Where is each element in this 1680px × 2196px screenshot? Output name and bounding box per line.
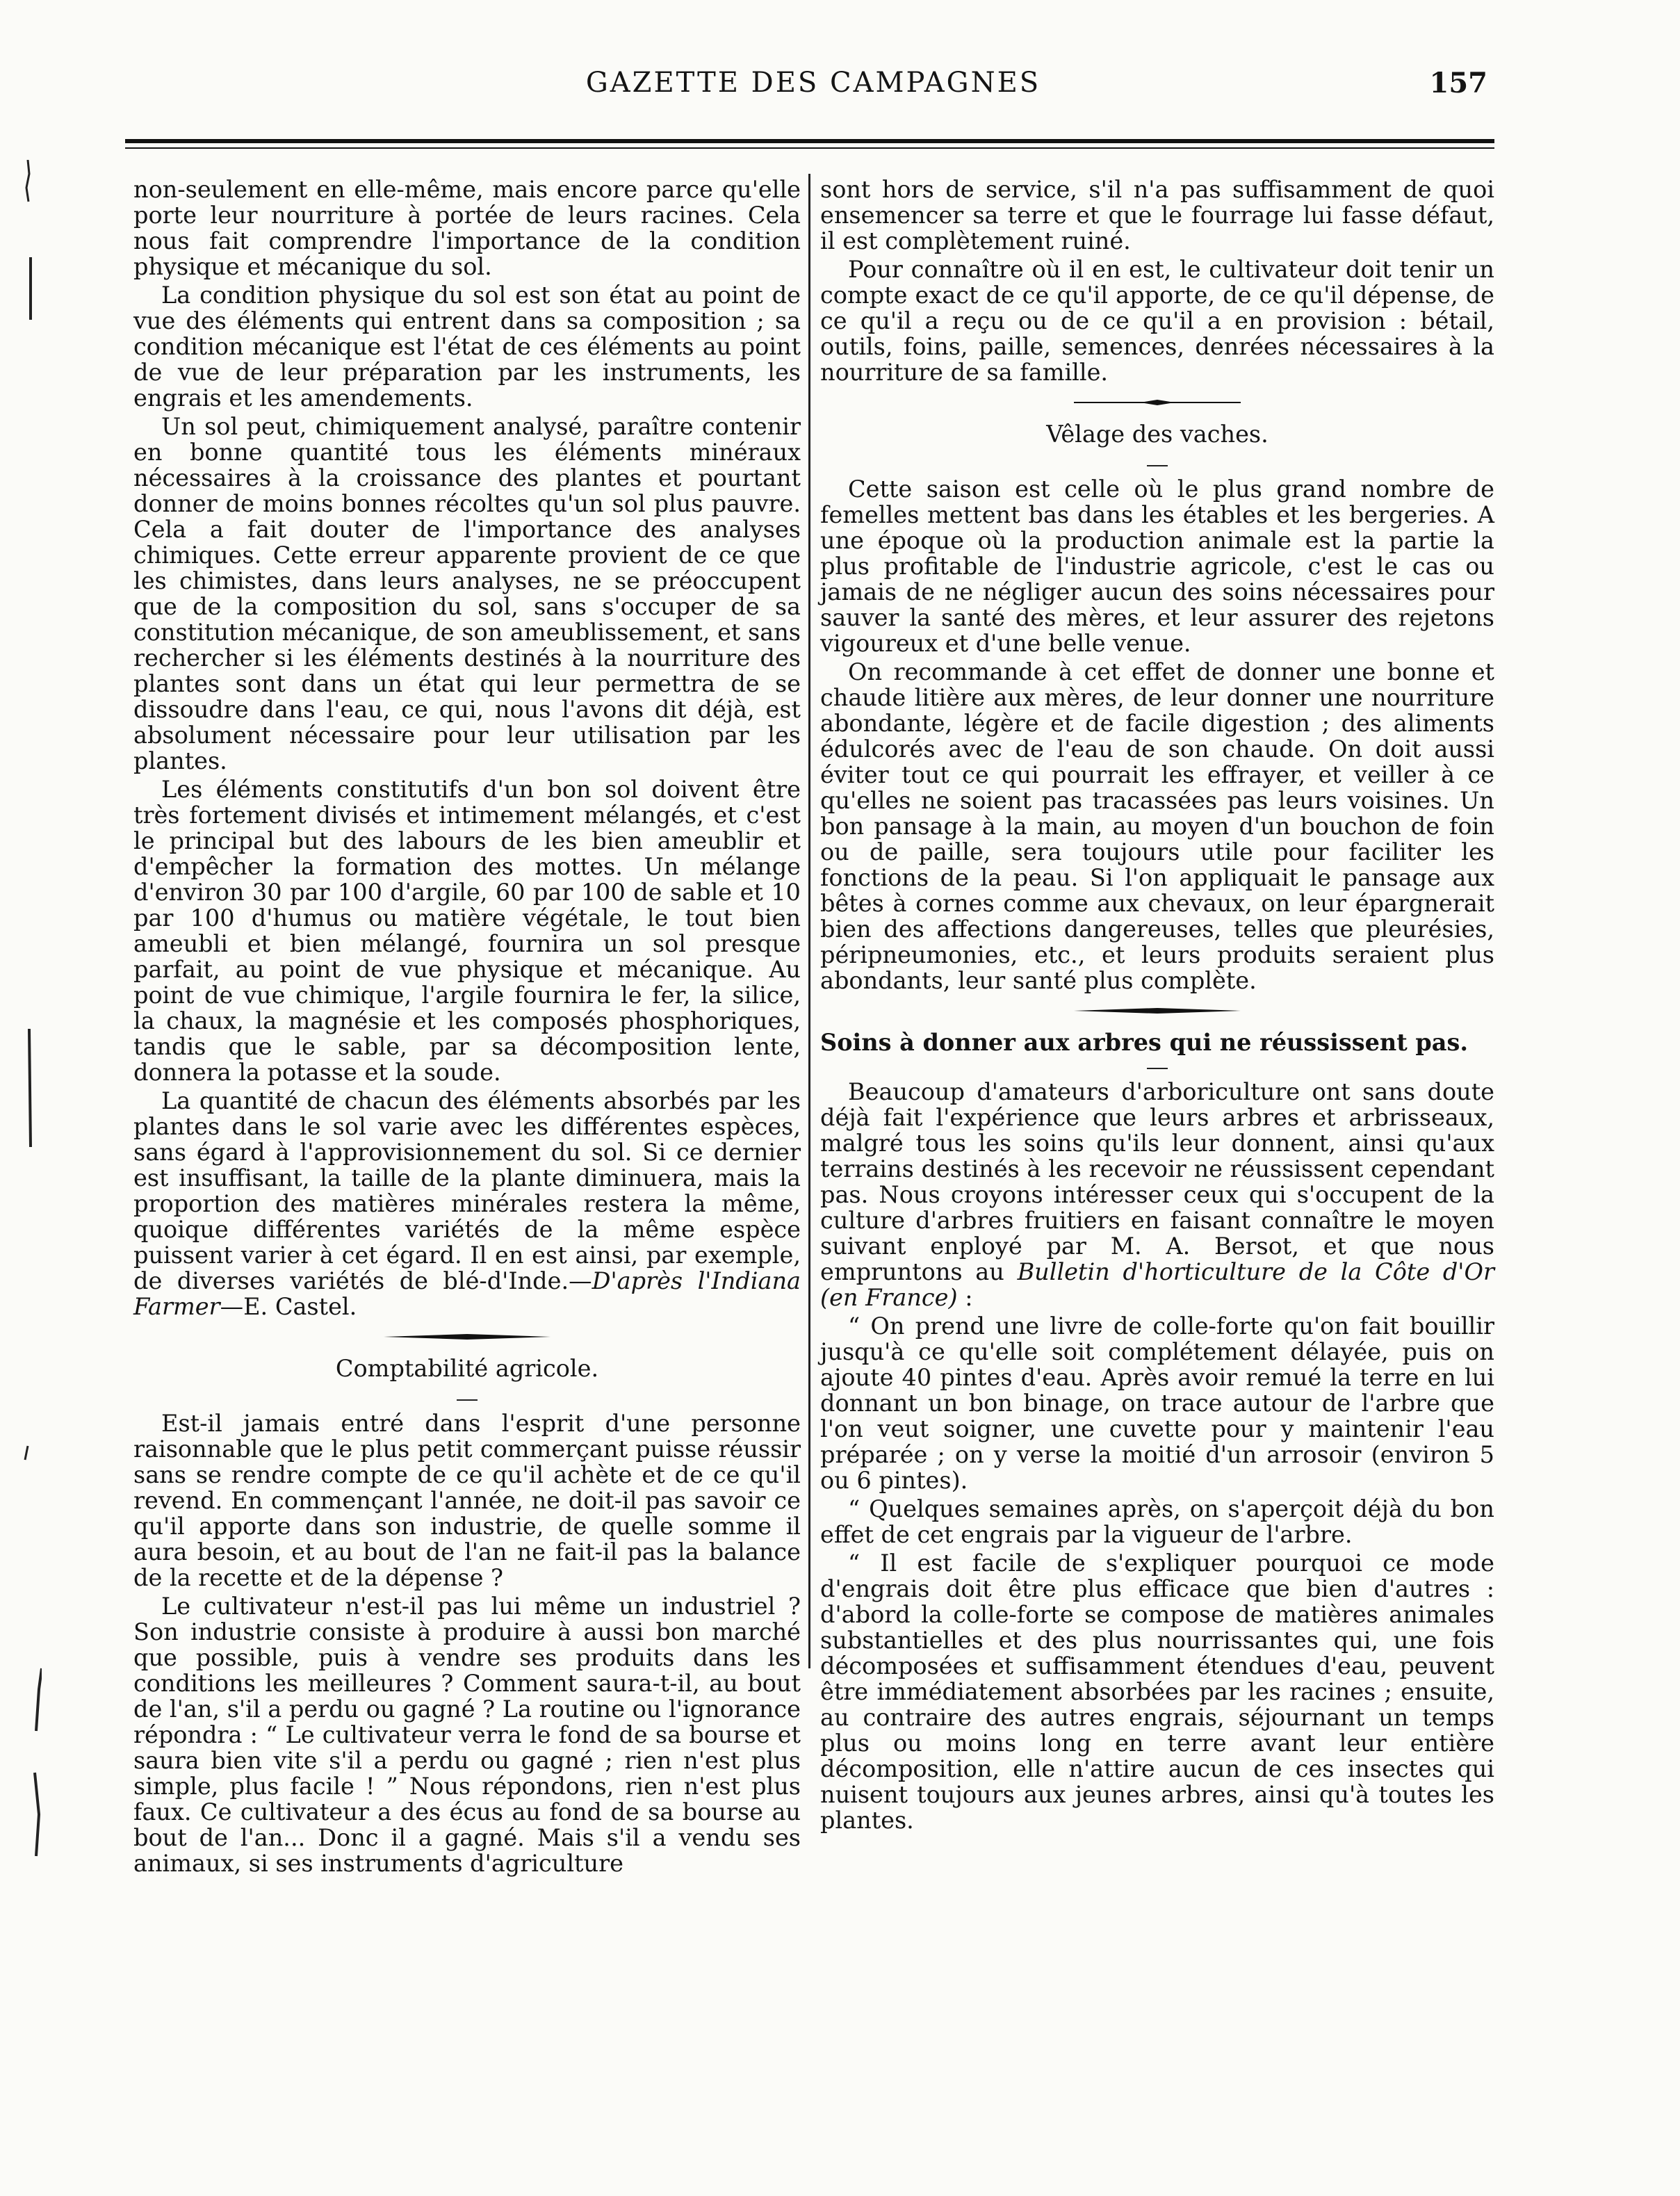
column-divider xyxy=(808,174,810,1668)
right-paragraph-2: Pour connaître où il en est, le cultivateur doit tenir un compte exact de ce qu'il apporte, de ce qu'il dépense, de ce qu'il a reçu ou de ce qu'il a en provision : bétail, outils, foins, paille, semences, denrées nécessaires à la nourriture de sa famille. xyxy=(820,256,1494,386)
right-paragraph-6: “ On prend une livre de colle-forte qu'on fait bouillir jusqu'à ce qu'elle soit complétement délayée, puis on ajoute 40 pintes d'eau. Après avoir remué la terre en lui donnant un bon binage, on trace autour de l'arbre que l'on veut soigner, une cuvette pour y maintenir l'eau préparée ; on y verse la moitié d'un arrosoir (environ 5 ou 6 pintes). xyxy=(820,1312,1494,1494)
heading-dash xyxy=(1147,465,1168,466)
right-paragraph-4: On recommande à cet effet de donner une bonne et chaude litière aux mères, de leur donner une nourriture abondante, légère et de facile digestion ; des aliments édulcorés avec de l'eau de son chaude. On doit aussi éviter tout ce qui pourrait les effrayer, et veiller à ce qu'elles ne soient pas tracassées pas leurs voisines. Un bon pansage à la main, au moyen d'un bouchon de foin ou de paille, sera toujours utile pour faciliter les fonctions de la peau. Si l'on appliquait le pansage aux bêtes à cornes comme aux chevaux, on leur épargnerait bien des affections dangereuses, telles que pleurésies, péripneumonies, etc., et leurs produits seraient plus abondants, leur santé plus complète. xyxy=(820,658,1494,994)
left-column xyxy=(133,177,801,1879)
left-paragraph-4: Les éléments constitutifs d'un bon sol doivent être très fortement divisés et intimement mélangés, et c'est le principal but des labours de les bien ameublir et d'empêcher la formation des mottes. Un mélange d'environ 30 par 100 d'argile, 60 par 100 de sable et 10 par 100 d'humus ou matière végétale, le tout bien ameubli et bien mélangé, fournira un sol presque parfait, au point de vue physique et mécanique. Au point de vue chimique, l'argile fournira le fer, la silice, la chaux, la magnésie et les composés phosphoriques, tandis que le sable, par sa décomposition lente, donnera la potasse et la soude. xyxy=(133,776,801,1086)
heading-soins-arbres: Soins à donner aux arbres qui ne réussissent pas. xyxy=(820,1029,1469,1056)
header-rule-thick xyxy=(125,139,1494,143)
left-paragraph-6: Est-il jamais entré dans l'esprit d'une personne raisonnable que le plus petit commerçant puisse réussir sans se rendre compte de ce qu'il achète et de ce qu'il revend. En commençant l'année, ne doit-il pas savoir ce qu'il apporte dans son industrie, de quelle somme il aura besoin, et au bout de l'an ne fait-il pas la balance de la recette et de la dépense ? xyxy=(133,1410,801,1591)
right-paragraph-1: sont hors de service, s'il n'a pas suffisamment de quoi ensemencer sa terre et que le fourrage lui fasse défaut, il est complètement ruiné. xyxy=(820,176,1494,254)
left-paragraph-7: Le cultivateur n'est-il pas lui même un industriel ? Son industrie consiste à produire à aussi bon marché que possible, puis à vendre ses produits dans les conditions les meilleures ? Comment saura-t-il, au bout de l'an, s'il a perdu ou gagné ? La routine ou l'ignorance répondra : “ Le cultivateur verra le fond de sa bourse et saura bien vite s'il a perdu ou gagné ; rien n'est plus simple, plus facile ! ” Nous répondons, rien n'est plus faux. Ce cultivateur a des écus au fond de sa bourse au bout de l'an... Donc il a gagné. Mais s'il a vendu ses animaux, si ses instruments d'agriculture xyxy=(133,1593,801,1877)
right-paragraph-5 xyxy=(820,1079,1494,1310)
right-paragraph-3: Cette saison est celle où le plus grand nombre de femelles mettent bas dans les étables et les bergeries. A une époque où la production animale est la partie la plus profitable de l'industrie agricole, c'est le cas ou jamais de ne négliger aucun des soins nécessaires pour sauver la santé des mères, et leur assurer des rejetons vigoureux et d'une belle venue. xyxy=(820,475,1494,657)
section-separator xyxy=(1074,398,1241,407)
heading-comptabilite: Comptabilité agricole. xyxy=(335,1355,599,1382)
page-header xyxy=(125,67,1501,108)
left-paragraph-3: Un sol peut, chimiquement analysé, paraître contenir en bonne quantité tous les éléments minéraux nécessaires à la croissance des plantes et pourtant donner de moins bonnes récoltes qu'un sol plus pauvre. Cela a fait douter de l'importance des analyses chimiques. Cette erreur apparente provient de ce que les chimistes, dans leurs analyses, ne se préoccupent que de la composition du sol, sans s'occuper de sa constitution mécanique, de son ameublissement, et sans rechercher si les éléments destinés à la nourriture des plantes sont dans un état qui leur permettra de se dissoudre dans l'eau, ce qui, nous l'avons dit déjà, est absolument nécessaire pour leur utilisation par les plantes. xyxy=(133,413,801,774)
source-citation: D'après l'Indiana Farmer xyxy=(133,1267,801,1320)
right-paragraph-5-end: : xyxy=(957,1284,973,1311)
heading-dash xyxy=(1147,1068,1168,1069)
section-separator xyxy=(384,1332,551,1342)
left-paragraph-1: non-seulement en elle-même, mais encore parce qu'elle porte leur nourriture à portée de leurs racines. Cela nous fait comprendre l'importance de la condition physique et mécanique du sol. xyxy=(133,176,801,280)
left-paragraph-2: La condition physique du sol est son état au point de vue des éléments qui entrent dans sa composition ; sa condition mécanique est l'état de ces éléments au point de vue de leur préparation par les instruments, les engrais et les amendements. xyxy=(133,282,801,412)
publication-title: GAZETTE DES CAMPAGNES xyxy=(585,67,1041,99)
header-rule-thin xyxy=(125,147,1494,149)
page-number: 157 xyxy=(1429,67,1487,99)
right-column xyxy=(820,177,1494,1836)
heading-velage: Vêlage des vaches. xyxy=(1046,421,1269,448)
left-paragraph-5-text: La quantité de chacun des éléments absorbés par les plantes dans le sol varie avec les différentes espèces, sans égard à l'approvisionnement du sol. Si ce dernier est insuffisant, la taille de la plante diminuera, mais la proportion des matières minérales restera la même, quoique différentes variétés de la même espèce puissent varier à cet égard. Il en est ainsi, par exemple, de diverses variétés de blé-d'Inde.— xyxy=(133,1087,801,1294)
bulletin-citation: Bulletin d'horticulture de la Côte d'Or (en France) xyxy=(820,1258,1494,1311)
right-paragraph-5-text: Beaucoup d'amateurs d'arboriculture ont sans doute déjà fait l'expérience que leurs arbres et arbrisseaux, malgré tous les soins qu'ils leur donnent, ainsi qu'aux terrains destinés à les recevoir ne réussissent cependant pas. Nous croyons intéresser ceux qui s'occupent de la culture d'arbres fruitiers en faisant connaître le moyen suivant enployé par M. A. Bersot, et que nous empruntons au xyxy=(820,1078,1494,1285)
right-paragraph-8: “ Il est facile de s'expliquer pourquoi ce mode d'engrais doit être plus efficace que bien d'autres : d'abord la colle-forte se compose de matières animales substantielles et des plus nourrissantes qui, une fois décomposées et suffisamment étendues d'eau, peuvent être immédiatement absorbées par les racines ; ensuite, au contraire des autres engrais, séjournant un temps plus ou moins long en terre avant leur entière décomposition, elle n'attire aucun de ces insectes qui nuisent toujours aux jeunes arbres, ainsi qu'à toutes les plantes. xyxy=(820,1550,1494,1834)
author-signature: —E. Castel. xyxy=(220,1293,357,1320)
right-paragraph-7: “ Quelques semaines après, on s'aperçoit déjà du bon effet de cet engrais par la vigueur de l'arbre. xyxy=(820,1495,1494,1548)
left-paragraph-5 xyxy=(133,1088,801,1319)
margin-scan-marks xyxy=(0,160,42,1898)
section-separator xyxy=(1074,1006,1241,1016)
heading-dash xyxy=(457,1399,478,1401)
